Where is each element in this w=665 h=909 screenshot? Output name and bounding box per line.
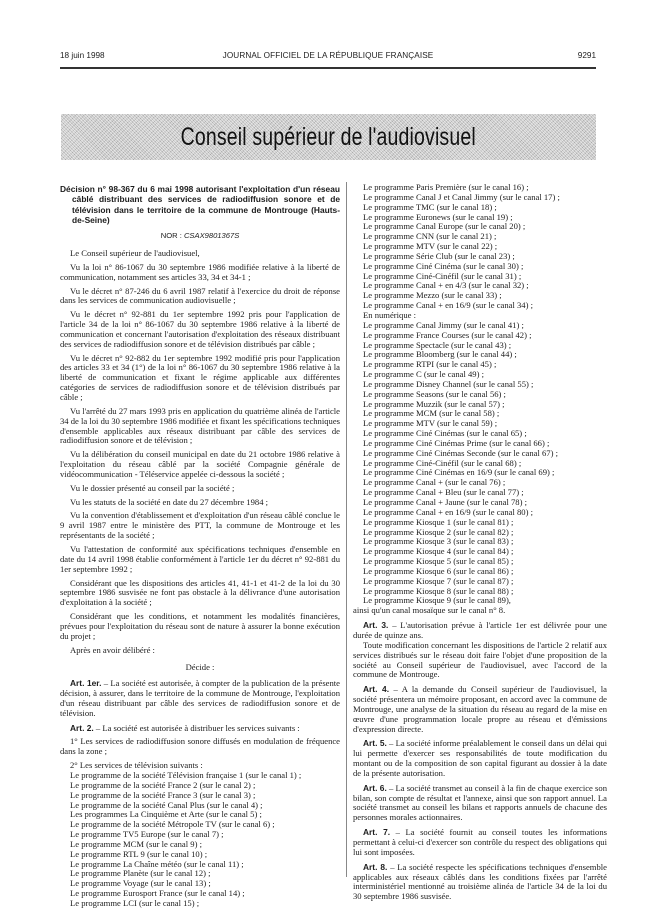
column-separator xyxy=(346,182,347,877)
preamble-paragraph: Après en avoir délibéré : xyxy=(70,644,155,655)
article-5-label: Art. 5. xyxy=(363,738,387,749)
channel-item: Le programme Canal + Bleu (sur le canal 77) ; xyxy=(363,487,524,498)
channel-item: Le programme Ciné Cinémas Seconde (sur le canal 67) ; xyxy=(363,447,558,458)
section-banner xyxy=(61,114,596,160)
nor-reference xyxy=(60,231,340,241)
nor-label: NOR : xyxy=(160,231,184,241)
header-rule xyxy=(60,67,596,69)
article-6 xyxy=(353,784,607,823)
article-6-text: – La société transmet au conseil à la fin de chaque exercice son bilan, son compte de résultat et l'annexe, ainsi que son rapport annuel. La société transmet au conseil les bilans et rapports annuels de chacune des personnes morales actionnaires. xyxy=(353,782,607,823)
channel-item: Le programme MTV (sur le canal 22) ; xyxy=(363,241,498,252)
channel-item: Le programme de la société Métropole TV (sur le canal 6) ; xyxy=(70,819,275,830)
preamble-paragraph: Vu la délibération du conseil municipal en date du 21 octobre 1986 relative à l'exploitation du réseau câblé par la société Compagnie générale de vidéocommunication - Téléservice appelée ci-dessous la société ; xyxy=(60,449,340,479)
channel-item: Le programme Ciné Cinémas Prime (sur le canal 66) ; xyxy=(363,437,550,448)
article-3-text-2: Toute modification concernant les dispositions de l'article 2 relatif aux services distribués sur le réseau doit faire l'objet d'une proposition de la société au Conseil supérieur de l'audiovisuel, avec l'accord de la commune de Montrouge. xyxy=(353,639,607,680)
channel-item: Le programme Canal + (sur le canal 76) ; xyxy=(363,477,506,488)
channel-item: Les programmes La Cinquième et Arte (sur le canal 5) ; xyxy=(70,809,262,820)
issue-date: 18 juin 1998 xyxy=(60,51,105,60)
article-6-label: Art. 6. xyxy=(363,782,387,793)
article-5-text: – La société informe préalablement le conseil dans un délai qui lui permette d'exercer ses responsabilités de toute modification du montant ou de la composition de son capital figurant au dossier à la date de la présente autorisation. xyxy=(353,738,607,778)
channel-item: Le programme RTPI (sur le canal 45) ; xyxy=(363,359,497,370)
channel-item: Le programme de la société France 2 (sur le canal 2) ; xyxy=(70,779,256,790)
preamble-paragraph: Considérant que les dispositions des articles 41, 41-1 et 41-2 de la loi du 30 septembre 1986 susvisée ne font pas obstacle à la délivrance d'une autorisation d'exploitation à la société ; xyxy=(60,577,340,608)
channel-item: Le programme Euronews (sur le canal 19) ; xyxy=(363,211,513,222)
channel-item: Le programme Canal J et Canal Jimmy (sur le canal 17) ; xyxy=(363,191,560,202)
channel-item: Le programme France Courses (sur le canal 42) ; xyxy=(363,329,532,340)
channel-item: Le programme Kiosque 2 (sur le canal 82) ; xyxy=(363,526,514,537)
preamble-paragraph: Vu le décret n° 92-882 du 1er septembre 1992 modifié pris pour l'application des articles 33 et 34 (1°) de la loi n° 86-1067 du 30 septembre 1986 relative à la liberté de communication et fixant le régime applicable aux différentes catégories de services de radiodiffusion sonore et de télévision distribués par câble ; xyxy=(60,352,340,402)
channel-list-left xyxy=(60,781,340,909)
channel-item: Le programme TMC (sur le canal 18) ; xyxy=(363,201,497,212)
channel-item: Le programme Canal + en 4/3 (sur le canal 32) ; xyxy=(363,280,529,291)
channel-item: Le programme Ciné-Cinéfil (sur le canal 31) ; xyxy=(363,270,522,281)
article-8 xyxy=(353,863,607,902)
article-2-item-2: 2° Les services de télévision suivants : xyxy=(70,760,203,771)
channel-item: Le programme TV5 Europe (sur le canal 7) ; xyxy=(70,829,224,840)
nor-value: CSAX9801367S xyxy=(183,231,240,241)
article-8-text: – La société respecte les spécifications techniques d'ensemble applicables aux réseaux câblés dans les conditions fixées par l'arrêté interministériel mentionné au troisième alinéa de l'article 34 de la loi du 30 septembre 1986 susvisée. xyxy=(353,861,607,902)
channel-item: Le programme Ciné Cinémas en 16/9 (sur le canal 69) ; xyxy=(363,467,555,478)
channel-item: Le programme Canal Europe (sur le canal 20) ; xyxy=(363,221,526,232)
channel-item: Le programme Mezzo (sur le canal 33) ; xyxy=(363,290,502,301)
article-5 xyxy=(353,739,607,778)
decision-title: Décision n° 98-367 du 6 mai 1998 autorisant l'exploitation d'un réseau câblé distribuant des services de radiodiffusion sonore et de télévision dans le territoire de la commune de Montrouge (Hauts-de-Seine) xyxy=(60,184,340,225)
channel-item: Le programme MCM (sur le canal 9) ; xyxy=(70,838,202,849)
article-3-text: – L'autorisation prévue à l'article 1er est délivrée pour une durée de quinze ans. xyxy=(353,620,607,640)
channel-item: Le programme de la société France 3 (sur le canal 3) ; xyxy=(70,789,256,800)
channel-item: Le programme Bloomberg (sur le canal 44) ; xyxy=(363,349,517,360)
decide-heading: Décide : xyxy=(185,662,215,673)
preamble-paragraph: Considérant que les conditions, et notamment les modalités financières, prévues pour l'exploitation du réseau sont de nature à assurer la bonne exécution du projet ; xyxy=(60,611,340,641)
channel-item: Le programme Série Club (sur le canal 23) ; xyxy=(363,250,515,261)
channel-item: Le programme Kiosque 4 (sur le canal 84) ; xyxy=(363,546,514,557)
article-7-label: Art. 7. xyxy=(363,827,391,838)
article-1 xyxy=(60,679,340,718)
channel-item: Le programme Ciné Cinémas (sur le canal 65) ; xyxy=(363,428,527,439)
digital-label: En numérique : xyxy=(363,309,416,320)
channel-item: Le programme Kiosque 5 (sur le canal 85) ; xyxy=(363,556,514,567)
left-column xyxy=(60,184,340,909)
channel-item: Le programme Kiosque 3 (sur le canal 83) ; xyxy=(363,536,514,547)
article-2-item-1: 1° Les services de radiodiffusion sonore diffusés en modulation de fréquence dans la zone ; xyxy=(60,736,340,757)
channel-item: Le programme Kiosque 7 (sur le canal 87) ; xyxy=(363,575,514,586)
channel-list-analog xyxy=(353,183,607,311)
article-3 xyxy=(353,621,607,641)
right-column xyxy=(353,183,607,902)
channel-item: Le programme de la société Canal Plus (sur le canal 4) ; xyxy=(70,799,263,810)
preamble-paragraph: Vu les statuts de la société en date du 27 décembre 1984 ; xyxy=(70,496,269,507)
channel-item: Le programme LCI (sur le canal 15) ; xyxy=(70,897,200,908)
preamble xyxy=(60,249,340,655)
channel-item: Le programme Ciné-Cinéfil (sur le canal 68) ; xyxy=(363,457,522,468)
channel-tf1: Le programme de la société Télévision française 1 (sur le canal 1) ; xyxy=(70,770,302,780)
article-4 xyxy=(353,685,607,734)
article-7-text: – La société fournit au conseil toutes les informations permettant à celui-ci d'exercer son contrôle du respect des obligations qui lui sont imposées. xyxy=(353,827,607,857)
channel-item: Le programme CNN (sur le canal 21) ; xyxy=(363,231,497,242)
article-1-label: Art. 1er. xyxy=(70,678,102,689)
channel-item: Le programme Ciné Cinéma (sur le canal 30) ; xyxy=(363,260,524,271)
preamble-paragraph: Vu le décret n° 87-246 du 6 avril 1987 relatif à l'exercice du droit de réponse dans les services de communication audiovisuelle ; xyxy=(60,285,340,306)
channel-item: Le programme Muzzik (sur le canal 57) ; xyxy=(363,398,505,409)
channel-item: Le programme Disney Channel (sur le canal 55) ; xyxy=(363,378,534,389)
channel-item: Le programme Paris Première (sur le canal 16) ; xyxy=(363,182,529,192)
page-number: 9291 xyxy=(577,51,596,60)
article-3-label: Art. 3. xyxy=(363,620,389,631)
channel-item: Le programme Kiosque 8 (sur le canal 88) ; xyxy=(363,585,514,596)
channel-item: Le programme MTV (sur le canal 59) ; xyxy=(363,418,498,429)
channel-item: Le programme Eurosport France (sur le canal 14) ; xyxy=(70,888,245,899)
channel-item: Le programme Kiosque 6 (sur le canal 86) ; xyxy=(363,565,514,576)
preamble-paragraph: Vu la loi n° 86-1067 du 30 septembre 1986 modifiée relative à la liberté de communication, notamment ses articles 33, 34 et 34-1 ; xyxy=(60,261,340,282)
channel-item: Le programme Canal + en 16/9 (sur le canal 34) ; xyxy=(363,300,533,311)
preamble-paragraph: Vu l'attestation de conformité aux spécifications techniques d'ensemble en date du 14 avril 1998 établie conformément à l'article 1er du décret n° 92-881 du 1er septembre 1992 ; xyxy=(60,543,340,574)
preamble-paragraph: Le Conseil supérieur de l'audiovisuel, xyxy=(70,248,200,259)
channel-item: Le programme Voyage (sur le canal 13) ; xyxy=(70,878,211,889)
article-1-text: – La société est autorisée, à compter de la publication de la présente décision, à assurer, dans le territoire de la commune de Montrouge, l'exploitation d'un réseau distribuant par câble des services de radiodiffusion sonore et de télévision. xyxy=(60,678,340,718)
channel-item: Le programme Canal + en 16/9 (sur le canal 80) ; xyxy=(363,506,533,517)
channel-item: Le programme Canal Jimmy (sur le canal 41) ; xyxy=(363,319,524,330)
article-2 xyxy=(60,724,340,734)
channel-item: Le programme MCM (sur le canal 58) ; xyxy=(363,408,500,419)
mosaic-channel: ainsi qu'un canal mosaïque sur le canal n° 8. xyxy=(353,605,506,616)
article-8-label: Art. 8. xyxy=(363,861,388,872)
article-2-label: Art. 2. xyxy=(70,722,94,733)
channel-item: Le programme Spectacle (sur le canal 43) ; xyxy=(363,339,512,350)
article-2-text: – La société est autorisée à distribuer les services suivants : xyxy=(93,722,300,733)
preamble-paragraph: Vu la convention d'établissement et d'exploitation d'un réseau câblé conclue le 9 avril 1987 entre le ministère des PTT, la commune de Montrouge et les représentants de la société ; xyxy=(60,510,340,541)
article-4-text: – A la demande du Conseil supérieur de l'audiovisuel, la société présentera un mémoire proposant, en accord avec la commune de Montrouge, une analyse de la situation du réseau au regard de la mise en œuvre d'une programmation locale propre au réseau et d'émissions d'expression directe. xyxy=(353,684,607,734)
channel-item: Le programme Kiosque 9 (sur le canal 89), xyxy=(363,595,511,606)
article-7 xyxy=(353,828,607,858)
channel-item: Le programme RTL 9 (sur le canal 10) ; xyxy=(70,848,208,859)
preamble-paragraph: Vu l'arrêté du 27 mars 1993 pris en application du quatrième alinéa de l'article 34 de la loi du 30 septembre 1986 modifiée et fixant les spécifications techniques d'ensemble applicables aux réseaux distribuant par câble des services de radiodiffusion sonore et de télévision ; xyxy=(60,405,340,446)
preamble-paragraph: Vu le dossier présenté au conseil par la société ; xyxy=(70,482,235,493)
channel-item: Le programme Canal + Jaune (sur le canal 78) ; xyxy=(363,497,528,507)
running-header xyxy=(60,51,596,63)
article-4-label: Art. 4. xyxy=(363,684,390,695)
preamble-paragraph: Vu le décret n° 92-881 du 1er septembre 1992 pris pour l'application de l'article 34 de la loi n° 86-1067 du 30 septembre 1986 relative à la liberté de communication et concernant l'autorisation d'exploitation des réseaux distribuant des services de radiodiffusion sonore et de télévision distribués par câble ; xyxy=(60,309,340,349)
channel-item: Le programme La Chaîne météo (sur le canal 11) ; xyxy=(70,858,244,869)
journal-name: JOURNAL OFFICIEL DE LA RÉPUBLIQUE FRANÇAISE xyxy=(222,51,434,60)
section-title: Conseil supérieur de l'audiovisuel xyxy=(180,122,477,151)
channel-item: Le programme Kiosque 1 (sur le canal 81) ; xyxy=(363,516,514,527)
channel-item: Le programme Seasons (sur le canal 56) ; xyxy=(363,388,506,399)
channel-item: Le programme C (sur le canal 49) ; xyxy=(363,369,484,380)
channel-list-digital xyxy=(353,321,607,606)
channel-item: Le programme Planète (sur le canal 12) ; xyxy=(70,868,211,879)
